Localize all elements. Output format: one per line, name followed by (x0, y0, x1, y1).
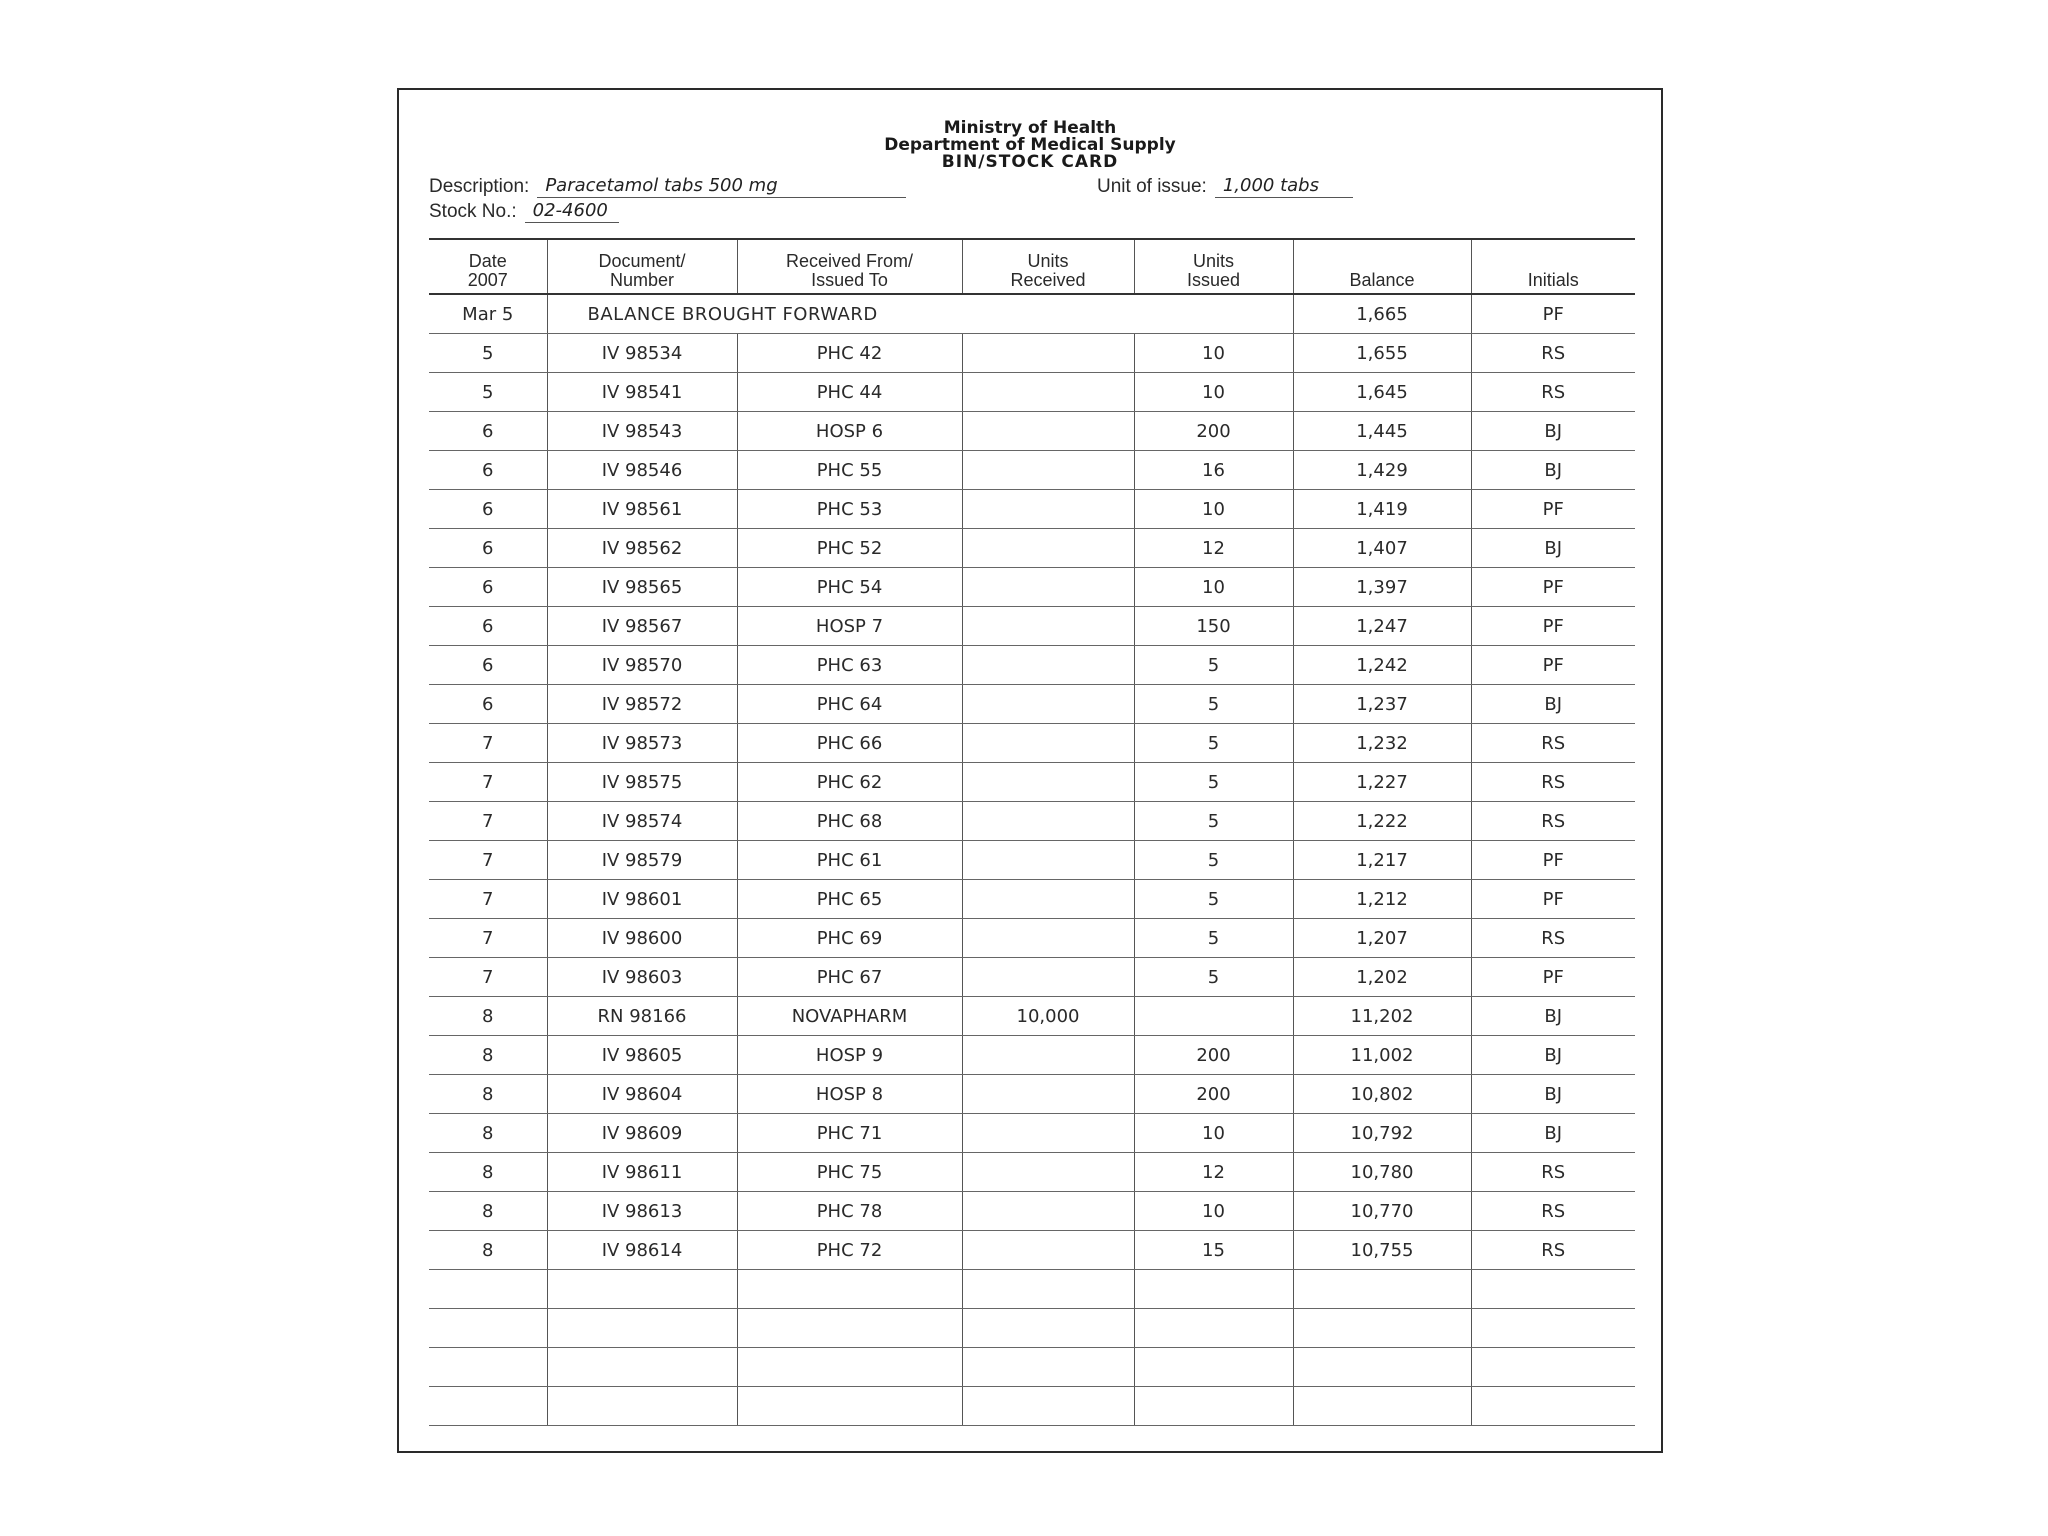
cell-document: IV 98609 (547, 1114, 737, 1153)
blank-cell (1471, 1348, 1635, 1387)
cell-document: IV 98570 (547, 646, 737, 685)
cell-units-issued: 5 (1134, 841, 1293, 880)
bin-stock-card (397, 88, 1663, 1453)
blank-cell (1293, 1387, 1471, 1426)
cell-balance: 10,780 (1293, 1153, 1471, 1192)
blank-row (429, 1270, 1635, 1309)
blank-cell (737, 1270, 962, 1309)
cell-units-issued: 10 (1134, 490, 1293, 529)
cell-balance: 1,247 (1293, 607, 1471, 646)
cell-units-received (962, 1075, 1134, 1114)
cell-party: HOSP 8 (737, 1075, 962, 1114)
cell-document: IV 98541 (547, 373, 737, 412)
cell-initials: BJ (1471, 529, 1635, 568)
cell-units-received (962, 763, 1134, 802)
cell-party: PHC 69 (737, 919, 962, 958)
cell-balance: 1,207 (1293, 919, 1471, 958)
cell-document: IV 98573 (547, 724, 737, 763)
cell-document: IV 98579 (547, 841, 737, 880)
cell-balance: 1,222 (1293, 802, 1471, 841)
cell-initials: RS (1471, 334, 1635, 373)
cell-units-issued: 5 (1134, 880, 1293, 919)
table-row (429, 451, 1635, 490)
cell-party: HOSP 9 (737, 1036, 962, 1075)
cell-units-issued: 12 (1134, 529, 1293, 568)
cell-balance: 1,232 (1293, 724, 1471, 763)
card-heading (399, 120, 1661, 171)
cell-initials: BJ (1471, 685, 1635, 724)
cell-units-issued: 10 (1134, 334, 1293, 373)
cell-initials: PF (1471, 490, 1635, 529)
cell-initials: PF (1471, 880, 1635, 919)
cell-initials: RS (1471, 802, 1635, 841)
cell-document: IV 98600 (547, 919, 737, 958)
cell-date: 6 (429, 568, 547, 607)
blank-cell (1134, 1309, 1293, 1348)
cell-initials: BJ (1471, 1114, 1635, 1153)
cell-units-issued: 10 (1134, 568, 1293, 607)
cell-party: PHC 65 (737, 880, 962, 919)
cell-party: HOSP 7 (737, 607, 962, 646)
cell-document: IV 98546 (547, 451, 737, 490)
table-row (429, 763, 1635, 802)
cell-initials: RS (1471, 1231, 1635, 1270)
cell-party: PHC 44 (737, 373, 962, 412)
blank-cell (429, 1387, 547, 1426)
cell-date: 6 (429, 451, 547, 490)
cell-party: HOSP 6 (737, 412, 962, 451)
table-row (429, 412, 1635, 451)
bbf-initials: PF (1471, 294, 1635, 334)
cell-initials: RS (1471, 763, 1635, 802)
unit-of-issue-value: 1,000 tabs (1215, 175, 1353, 198)
blank-row (429, 1348, 1635, 1387)
cell-party: PHC 68 (737, 802, 962, 841)
cell-units-received (962, 529, 1134, 568)
cell-units-issued: 5 (1134, 802, 1293, 841)
cell-units-received (962, 724, 1134, 763)
blank-cell (737, 1387, 962, 1426)
blank-cell (547, 1309, 737, 1348)
cell-units-received (962, 451, 1134, 490)
stock-number-label: Stock No.: (429, 201, 517, 222)
blank-cell (1134, 1270, 1293, 1309)
cell-date: 6 (429, 412, 547, 451)
cell-party: PHC 71 (737, 1114, 962, 1153)
bbf-date: Mar 5 (429, 294, 547, 334)
cell-party: PHC 53 (737, 490, 962, 529)
cell-date: 6 (429, 529, 547, 568)
cell-balance: 1,202 (1293, 958, 1471, 997)
cell-party: PHC 67 (737, 958, 962, 997)
cell-initials: PF (1471, 607, 1635, 646)
cell-party: PHC 54 (737, 568, 962, 607)
cell-initials: RS (1471, 919, 1635, 958)
blank-cell (1471, 1270, 1635, 1309)
cell-units-received (962, 1231, 1134, 1270)
cell-initials: BJ (1471, 451, 1635, 490)
cell-date: 7 (429, 802, 547, 841)
cell-initials: PF (1471, 841, 1635, 880)
ministry-title: Ministry of Health (943, 118, 1117, 138)
col-header-initials: Initials (1471, 239, 1635, 294)
cell-units-received (962, 919, 1134, 958)
cell-date: 8 (429, 1114, 547, 1153)
cell-document: IV 98565 (547, 568, 737, 607)
cell-document: IV 98543 (547, 412, 737, 451)
cell-units-received: 10,000 (962, 997, 1134, 1036)
cell-balance: 1,445 (1293, 412, 1471, 451)
cell-date: 7 (429, 958, 547, 997)
cell-initials: BJ (1471, 997, 1635, 1036)
cell-date: 5 (429, 373, 547, 412)
cell-document: IV 98604 (547, 1075, 737, 1114)
cell-initials: PF (1471, 568, 1635, 607)
blank-cell (429, 1348, 547, 1387)
blank-cell (1471, 1387, 1635, 1426)
cell-units-issued: 5 (1134, 763, 1293, 802)
cell-units-issued: 12 (1134, 1153, 1293, 1192)
cell-party: PHC 63 (737, 646, 962, 685)
cell-date: 6 (429, 646, 547, 685)
cell-party: PHC 78 (737, 1192, 962, 1231)
card-title: BIN/STOCK CARD (941, 152, 1119, 172)
cell-date: 6 (429, 490, 547, 529)
cell-date: 8 (429, 1192, 547, 1231)
cell-units-received (962, 841, 1134, 880)
department-title: Department of Medical Supply (884, 135, 1176, 155)
cell-units-received (962, 1192, 1134, 1231)
cell-units-issued: 5 (1134, 724, 1293, 763)
col-header-received-from: Received From/ Issued To (737, 239, 962, 294)
blank-cell (1293, 1309, 1471, 1348)
col-header-units-received: Units Received (962, 239, 1134, 294)
cell-document: IV 98575 (547, 763, 737, 802)
cell-date: 6 (429, 685, 547, 724)
table-row (429, 646, 1635, 685)
table-row (429, 1231, 1635, 1270)
cell-units-issued: 5 (1134, 646, 1293, 685)
cell-document: IV 98562 (547, 529, 737, 568)
cell-units-received (962, 646, 1134, 685)
cell-units-issued: 5 (1134, 919, 1293, 958)
cell-date: 8 (429, 1231, 547, 1270)
blank-cell (962, 1348, 1134, 1387)
table-row (429, 529, 1635, 568)
cell-document: RN 98166 (547, 997, 737, 1036)
blank-cell (962, 1309, 1134, 1348)
cell-units-received (962, 1153, 1134, 1192)
cell-units-issued: 15 (1134, 1231, 1293, 1270)
table-row (429, 568, 1635, 607)
cell-initials: RS (1471, 1192, 1635, 1231)
cell-balance: 1,217 (1293, 841, 1471, 880)
cell-balance: 10,770 (1293, 1192, 1471, 1231)
cell-party: NOVAPHARM (737, 997, 962, 1036)
cell-date: 8 (429, 1153, 547, 1192)
cell-units-issued: 10 (1134, 373, 1293, 412)
cell-document: IV 98567 (547, 607, 737, 646)
table-row (429, 334, 1635, 373)
cell-date: 7 (429, 763, 547, 802)
table-row (429, 373, 1635, 412)
cell-units-received (962, 607, 1134, 646)
cell-party: PHC 72 (737, 1231, 962, 1270)
cell-initials: RS (1471, 373, 1635, 412)
description-label: Description: (429, 176, 530, 197)
cell-units-issued: 200 (1134, 412, 1293, 451)
blank-cell (1134, 1387, 1293, 1426)
bbf-text: BALANCE BROUGHT FORWARD (547, 294, 1293, 334)
cell-balance: 1,212 (1293, 880, 1471, 919)
cell-initials: PF (1471, 646, 1635, 685)
blank-cell (547, 1387, 737, 1426)
cell-date: 6 (429, 607, 547, 646)
blank-cell (1293, 1270, 1471, 1309)
cell-units-issued: 16 (1134, 451, 1293, 490)
cell-balance: 1,655 (1293, 334, 1471, 373)
cell-document: IV 98603 (547, 958, 737, 997)
table-row (429, 919, 1635, 958)
table-row (429, 841, 1635, 880)
cell-initials: BJ (1471, 1036, 1635, 1075)
cell-party: PHC 52 (737, 529, 962, 568)
stock-number-field (429, 200, 619, 223)
cell-document: IV 98614 (547, 1231, 737, 1270)
col-header-date: Date 2007 (429, 239, 547, 294)
table-row (429, 958, 1635, 997)
table-row (429, 1192, 1635, 1231)
table-header-row (429, 239, 1635, 294)
blank-cell (547, 1348, 737, 1387)
cell-party: PHC 64 (737, 685, 962, 724)
blank-cell (429, 1270, 547, 1309)
table-row (429, 802, 1635, 841)
cell-document: IV 98605 (547, 1036, 737, 1075)
cell-units-issued: 10 (1134, 1192, 1293, 1231)
cell-document: IV 98534 (547, 334, 737, 373)
cell-balance: 1,429 (1293, 451, 1471, 490)
cell-units-received (962, 334, 1134, 373)
cell-party: PHC 66 (737, 724, 962, 763)
cell-initials: PF (1471, 958, 1635, 997)
table-row (429, 997, 1635, 1036)
cell-units-issued (1134, 997, 1293, 1036)
cell-document: IV 98574 (547, 802, 737, 841)
col-header-document: Document/ Number (547, 239, 737, 294)
blank-cell (962, 1270, 1134, 1309)
unit-of-issue-label: Unit of issue: (1097, 176, 1207, 197)
blank-row (429, 1387, 1635, 1426)
cell-units-received (962, 958, 1134, 997)
cell-balance: 1,237 (1293, 685, 1471, 724)
blank-cell (429, 1309, 547, 1348)
blank-cell (1293, 1348, 1471, 1387)
cell-balance: 1,419 (1293, 490, 1471, 529)
cell-balance: 1,397 (1293, 568, 1471, 607)
table-row (429, 724, 1635, 763)
cell-units-issued: 5 (1134, 685, 1293, 724)
cell-date: 7 (429, 919, 547, 958)
cell-units-received (962, 1036, 1134, 1075)
cell-date: 5 (429, 334, 547, 373)
cell-units-received (962, 490, 1134, 529)
cell-document: IV 98601 (547, 880, 737, 919)
cell-party: PHC 61 (737, 841, 962, 880)
cell-initials: RS (1471, 724, 1635, 763)
cell-units-issued: 10 (1134, 1114, 1293, 1153)
table-row (429, 1153, 1635, 1192)
stock-ledger-table (429, 238, 1635, 1426)
cell-units-received (962, 373, 1134, 412)
table-row (429, 685, 1635, 724)
table-row (429, 1036, 1635, 1075)
cell-party: PHC 62 (737, 763, 962, 802)
cell-party: PHC 55 (737, 451, 962, 490)
col-header-balance: Balance (1293, 239, 1471, 294)
cell-balance: 1,242 (1293, 646, 1471, 685)
cell-units-received (962, 685, 1134, 724)
cell-date: 7 (429, 724, 547, 763)
bbf-balance: 1,665 (1293, 294, 1471, 334)
cell-balance: 1,407 (1293, 529, 1471, 568)
blank-row (429, 1309, 1635, 1348)
cell-units-received (962, 1114, 1134, 1153)
cell-balance: 1,227 (1293, 763, 1471, 802)
cell-balance: 11,002 (1293, 1036, 1471, 1075)
unit-of-issue-field (1097, 175, 1353, 198)
cell-balance: 10,755 (1293, 1231, 1471, 1270)
table-row (429, 607, 1635, 646)
cell-balance: 11,202 (1293, 997, 1471, 1036)
cell-initials: BJ (1471, 412, 1635, 451)
blank-cell (1471, 1309, 1635, 1348)
cell-units-issued: 5 (1134, 958, 1293, 997)
table-row (429, 1075, 1635, 1114)
blank-cell (547, 1270, 737, 1309)
blank-cell (737, 1309, 962, 1348)
cell-units-issued: 150 (1134, 607, 1293, 646)
cell-date: 8 (429, 1075, 547, 1114)
blank-cell (737, 1348, 962, 1387)
table-row (429, 490, 1635, 529)
description-field (429, 175, 906, 198)
cell-units-issued: 200 (1134, 1075, 1293, 1114)
stock-number-value: 02-4600 (525, 200, 619, 223)
cell-balance: 1,645 (1293, 373, 1471, 412)
table-row (429, 1114, 1635, 1153)
cell-units-received (962, 880, 1134, 919)
cell-document: IV 98572 (547, 685, 737, 724)
cell-party: PHC 42 (737, 334, 962, 373)
blank-cell (962, 1387, 1134, 1426)
cell-document: IV 98611 (547, 1153, 737, 1192)
cell-date: 7 (429, 841, 547, 880)
cell-balance: 10,802 (1293, 1075, 1471, 1114)
cell-units-received (962, 412, 1134, 451)
cell-date: 8 (429, 997, 547, 1036)
cell-date: 7 (429, 880, 547, 919)
cell-document: IV 98613 (547, 1192, 737, 1231)
cell-party: PHC 75 (737, 1153, 962, 1192)
table-row (429, 880, 1635, 919)
cell-initials: RS (1471, 1153, 1635, 1192)
cell-initials: BJ (1471, 1075, 1635, 1114)
cell-units-received (962, 802, 1134, 841)
cell-date: 8 (429, 1036, 547, 1075)
cell-document: IV 98561 (547, 490, 737, 529)
col-header-units-issued: Units Issued (1134, 239, 1293, 294)
blank-cell (1134, 1348, 1293, 1387)
cell-balance: 10,792 (1293, 1114, 1471, 1153)
brought-forward-row (429, 294, 1635, 334)
description-value: Paracetamol tabs 500 mg (537, 175, 906, 198)
cell-units-received (962, 568, 1134, 607)
cell-units-issued: 200 (1134, 1036, 1293, 1075)
